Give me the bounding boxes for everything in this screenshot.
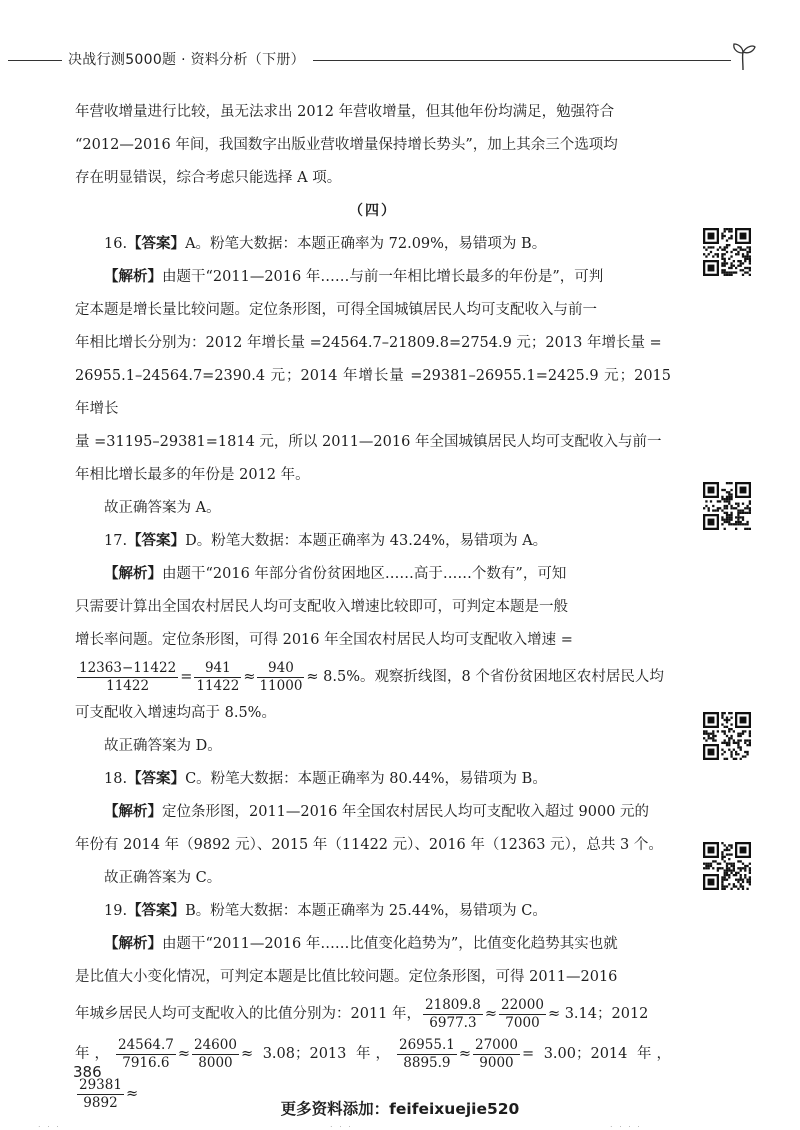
answer-text: A。粉笔大数据：本题正确率为 72.09%，易错项为 B。 bbox=[185, 236, 547, 252]
analysis-text: 由题干“2011—2016 年……比值变化趋势为”，比值变化趋势其实也就 bbox=[162, 936, 618, 952]
analysis-line: 量 =31195–29381=1814 元，所以 2011—2016 年全国城镇居民人均可支配收入与前一 bbox=[75, 434, 662, 450]
analysis-line: 定本题是增长量比较问题。定位条形图，可得全国城镇居民人均可支配收入与前一 bbox=[75, 302, 597, 318]
q17-answer bbox=[75, 525, 671, 558]
intro-line: 年营收增量进行比较，虽无法求出 2012 年营收增量，但其他年份均满足，勉强符合 bbox=[75, 104, 615, 120]
page-number: 386 bbox=[73, 1063, 102, 1081]
analysis-text: 由题干“2016 年部分省份贫困地区……高于……个数有”，可知 bbox=[162, 566, 567, 582]
fraction: $\frac{26955.1}{8895.9}$ bbox=[399, 1036, 455, 1071]
question-number: 16. bbox=[104, 236, 128, 252]
fraction: $\frac{21809.8}{6977.3}$ bbox=[425, 996, 481, 1031]
question-number: 18. bbox=[104, 771, 128, 787]
fraction: $\frac{24600}{8000}$ bbox=[193, 1036, 237, 1071]
scan-artifact: . . . . bbox=[610, 1120, 642, 1129]
answer-text: B。粉笔大数据：本题正确率为 25.44%，易错项为 C。 bbox=[185, 903, 547, 919]
q16-conclusion: 故正确答案为 A。 bbox=[104, 500, 221, 516]
analysis-label: 【解析】 bbox=[104, 566, 162, 582]
formula-line: 年城乡居民人均可支配收入的比值分别为：2011 年， $\frac{21809.8}{6977.3}$ ≈ $\frac{22000}{7000}$ ≈ 3.14；2012 bbox=[75, 996, 649, 1031]
analysis-line: 只需要计算出全国农村居民人均可支配收入增速比较即可，可判定本题是一般 bbox=[75, 599, 568, 615]
analysis-line: 增长率问题。定位条形图，可得 2016 年全国农村居民人均可支配收入增速 = bbox=[75, 632, 573, 648]
analysis-line: 可支配收入增速均高于 8.5%。 bbox=[75, 705, 276, 721]
footer-note: 更多资料添加：feifeixuejie520 bbox=[280, 1100, 520, 1118]
analysis-label: 【解析】 bbox=[104, 936, 162, 952]
question-number: 17. bbox=[104, 533, 128, 549]
scan-artifact: . . . bbox=[38, 1120, 61, 1129]
fraction: $\frac{12363-11422}{11422}$ bbox=[79, 659, 177, 694]
fraction: $\frac{29381}{9892}$ bbox=[79, 1076, 122, 1111]
analysis-text: 由题干“2011—2016 年……与前一年相比增长最多的年份是”，可判 bbox=[162, 269, 604, 285]
q18-answer bbox=[75, 763, 671, 796]
formula-line: $\frac{12363-11422}{11422}$ = $\frac{941}{11422}$ ≈ $\frac{940}{11000}$ ≈ 8.5%。观察折线图，8 个省份贫困地区农村居民人均 bbox=[79, 659, 664, 694]
qr-code-icon[interactable] bbox=[703, 228, 751, 276]
question-number: 19. bbox=[104, 903, 128, 919]
page-content bbox=[75, 96, 671, 1114]
header-rule-right bbox=[313, 60, 731, 61]
analysis-label: 【解析】 bbox=[104, 269, 162, 285]
analysis-text: 定位条形图，2011—2016 年全国农村居民人均可支配收入超过 9000 元的 bbox=[162, 804, 650, 820]
q19-answer bbox=[75, 895, 671, 928]
sprout-icon bbox=[728, 40, 758, 72]
q17-conclusion: 故正确答案为 D。 bbox=[104, 738, 222, 754]
qr-code-icon[interactable] bbox=[703, 482, 751, 530]
q18-analysis bbox=[75, 796, 671, 829]
answer-text: D。粉笔大数据：本题正确率为 43.24%，易错项为 A。 bbox=[185, 533, 548, 549]
running-header bbox=[0, 44, 800, 74]
intro-line: 存在明显错误，综合考虑只能选择 A 项。 bbox=[75, 170, 342, 186]
section-title: （四） bbox=[349, 203, 397, 219]
analysis-line: 是比值大小变化情况，可判定本题是比值比较问题。定位条形图，可得 2011—2016 bbox=[75, 969, 618, 985]
analysis-line: 26955.1–24564.7=2390.4 元；2014 年增长量 =29381–26955.1=2425.9 元；2015 年增长 bbox=[75, 368, 671, 417]
answer-text: C。粉笔大数据：本题正确率为 80.44%，易错项为 B。 bbox=[185, 771, 547, 787]
qr-code-icon[interactable] bbox=[703, 712, 751, 760]
q16-analysis bbox=[75, 261, 671, 294]
formula-line: 年， $\frac{24564.7}{7916.6}$ ≈ $\frac{24600}{8000}$ ≈ 3.08；2013 年， $\frac{26955.1}{8895.9}$ ≈ $\frac{27000}{9000}$ = 3.00；2014 年， $\frac{29381}{9892}$ ≈ bbox=[75, 1036, 671, 1111]
answer-label: 【答案】 bbox=[127, 771, 186, 787]
formula-result: ≈ 8.5%。观察折线图，8 个省份贫困地区农村居民人均 bbox=[306, 669, 664, 685]
book-title: 决战行测5000题 · 资料分析（下册） bbox=[68, 52, 305, 68]
fraction: $\frac{940}{11000}$ bbox=[259, 659, 303, 694]
header-rule-left bbox=[8, 60, 62, 61]
answer-label: 【答案】 bbox=[127, 903, 186, 919]
q17-analysis bbox=[75, 558, 671, 591]
fraction: $\frac{941}{11422}$ bbox=[196, 659, 240, 694]
scan-artifact: . . . bbox=[330, 1120, 353, 1129]
analysis-line: 年份有 2014 年（9892 元）、2015 年（11422 元）、2016 年（12363 元），总共 3 个。 bbox=[75, 837, 663, 853]
intro-line: “2012—2016 年间，我国数字出版业营收增量保持增长势头”，加上其余三个选项均 bbox=[75, 137, 618, 153]
fraction: $\frac{24564.7}{7916.6}$ bbox=[118, 1036, 174, 1071]
qr-code-icon[interactable] bbox=[703, 842, 751, 890]
q18-conclusion: 故正确答案为 C。 bbox=[104, 870, 222, 886]
fraction: $\frac{22000}{7000}$ bbox=[501, 996, 544, 1031]
analysis-line: 年相比增长最多的年份是 2012 年。 bbox=[75, 467, 310, 483]
answer-label: 【答案】 bbox=[127, 236, 186, 252]
fraction: $\frac{27000}{9000}$ bbox=[474, 1036, 518, 1071]
q16-answer bbox=[75, 228, 671, 261]
analysis-label: 【解析】 bbox=[104, 804, 162, 820]
analysis-line: 年相比增长分别为：2012 年增长量 =24564.7–21809.8=2754.9 元；2013 年增长量 = bbox=[75, 335, 662, 351]
q19-analysis bbox=[75, 928, 671, 961]
answer-label: 【答案】 bbox=[127, 533, 186, 549]
